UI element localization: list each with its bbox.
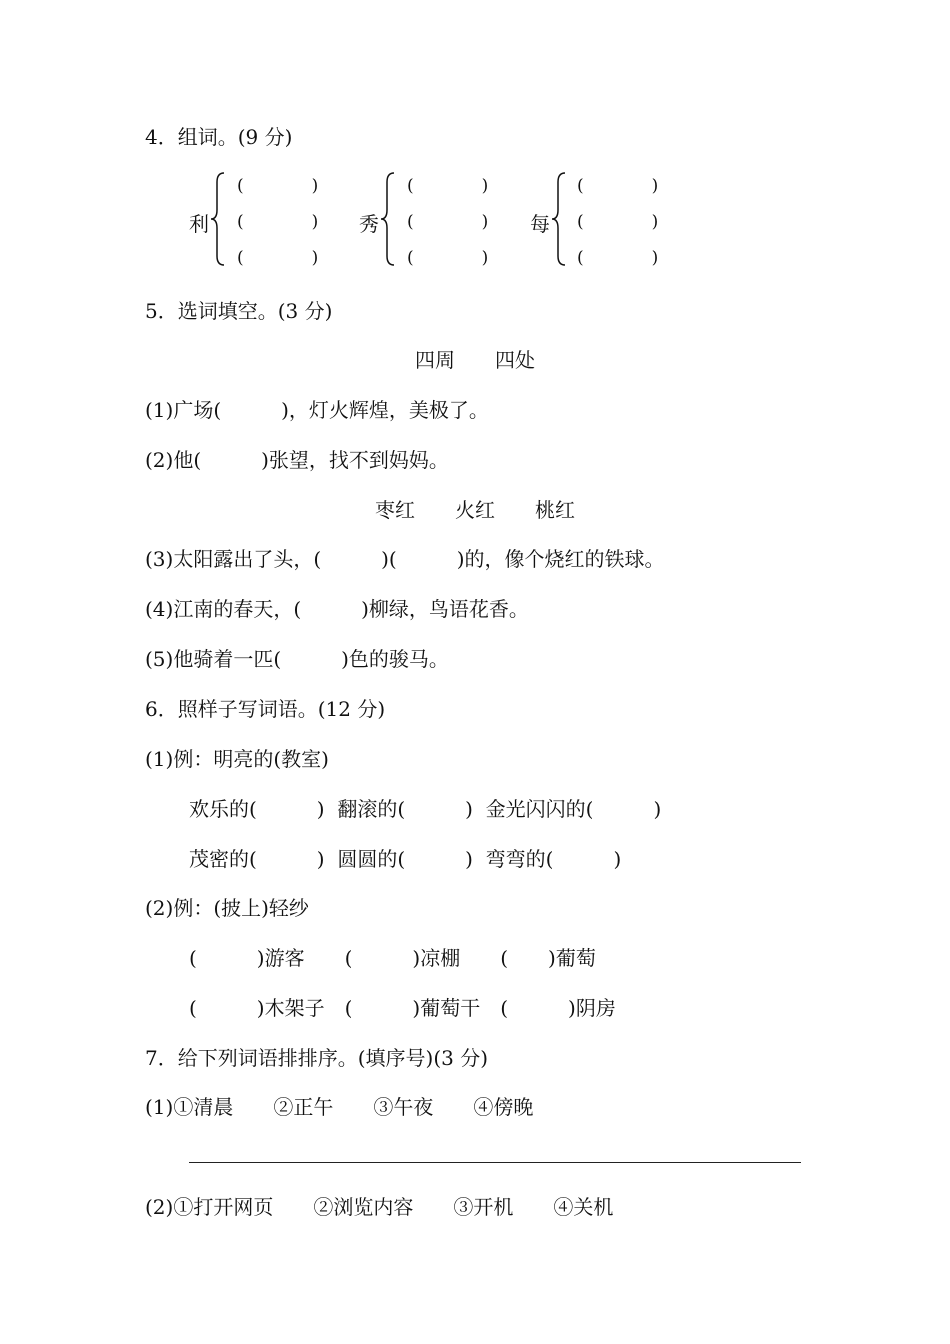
blank-slot[interactable]: ( ) xyxy=(407,248,489,268)
blank-slot[interactable]: ( ) xyxy=(577,212,659,232)
brace-icon xyxy=(210,172,226,266)
blank-slot[interactable]: ( ) xyxy=(407,212,489,232)
sentence-3: (3)太阳露出了头，( )( )的，像个烧红的铁球。 xyxy=(145,547,665,571)
sentence-5: (5)他骑着一匹( )色的骏马。 xyxy=(145,647,449,671)
blank-slot[interactable]: ( ) xyxy=(237,248,319,268)
sentence-2: (2)他( )张望，找不到妈妈。 xyxy=(145,448,449,472)
group-char: 秀 xyxy=(359,212,379,236)
example-1: (1)例：明亮的(教室) xyxy=(145,747,329,771)
question-4-title: 4．组词。(9 分) xyxy=(145,125,293,149)
blank-slot[interactable]: ( ) xyxy=(237,176,319,196)
blank-slot[interactable]: ( ) xyxy=(237,212,319,232)
question-6-title: 6．照样子写词语。(12 分) xyxy=(145,697,386,721)
order-item-2: (2)①打开网页 ②浏览内容 ③开机 ④关机 xyxy=(145,1195,614,1219)
question-5-title: 5．选词填空。(3 分) xyxy=(145,299,333,323)
group-char: 利 xyxy=(189,212,209,236)
example-2: (2)例：(披上)轻纱 xyxy=(145,896,309,920)
answer-line[interactable] xyxy=(189,1162,801,1163)
group-char: 每 xyxy=(530,212,550,236)
word-options: 四周 四处 xyxy=(415,348,535,372)
sentence-1: (1)广场( )，灯火辉煌，美极了。 xyxy=(145,398,489,422)
brace-icon xyxy=(551,172,567,266)
sentence-4: (4)江南的春天，( )柳绿，鸟语花香。 xyxy=(145,597,529,621)
blank-slot[interactable]: ( ) xyxy=(577,248,659,268)
brace-icon xyxy=(380,172,396,266)
blank-slot[interactable]: ( ) xyxy=(407,176,489,196)
question-7-title: 7．给下列词语排排序。(填序号)(3 分) xyxy=(145,1046,489,1070)
fill-row-1: 欢乐的( ) 翻滚的( ) 金光闪闪的( ) xyxy=(189,797,662,821)
order-item-1: (1)①清晨 ②正午 ③午夜 ④傍晚 xyxy=(145,1095,534,1119)
word-options: 枣红 火红 桃红 xyxy=(375,498,575,522)
blank-slot[interactable]: ( ) xyxy=(577,176,659,196)
fill-row-2: 茂密的( ) 圆圆的( ) 弯弯的( ) xyxy=(189,847,622,871)
fill-row-4: ( )木架子 ( )葡萄干 ( )阴房 xyxy=(189,996,616,1020)
fill-row-3: ( )游客 ( )凉棚 ( )葡萄 xyxy=(189,946,596,970)
